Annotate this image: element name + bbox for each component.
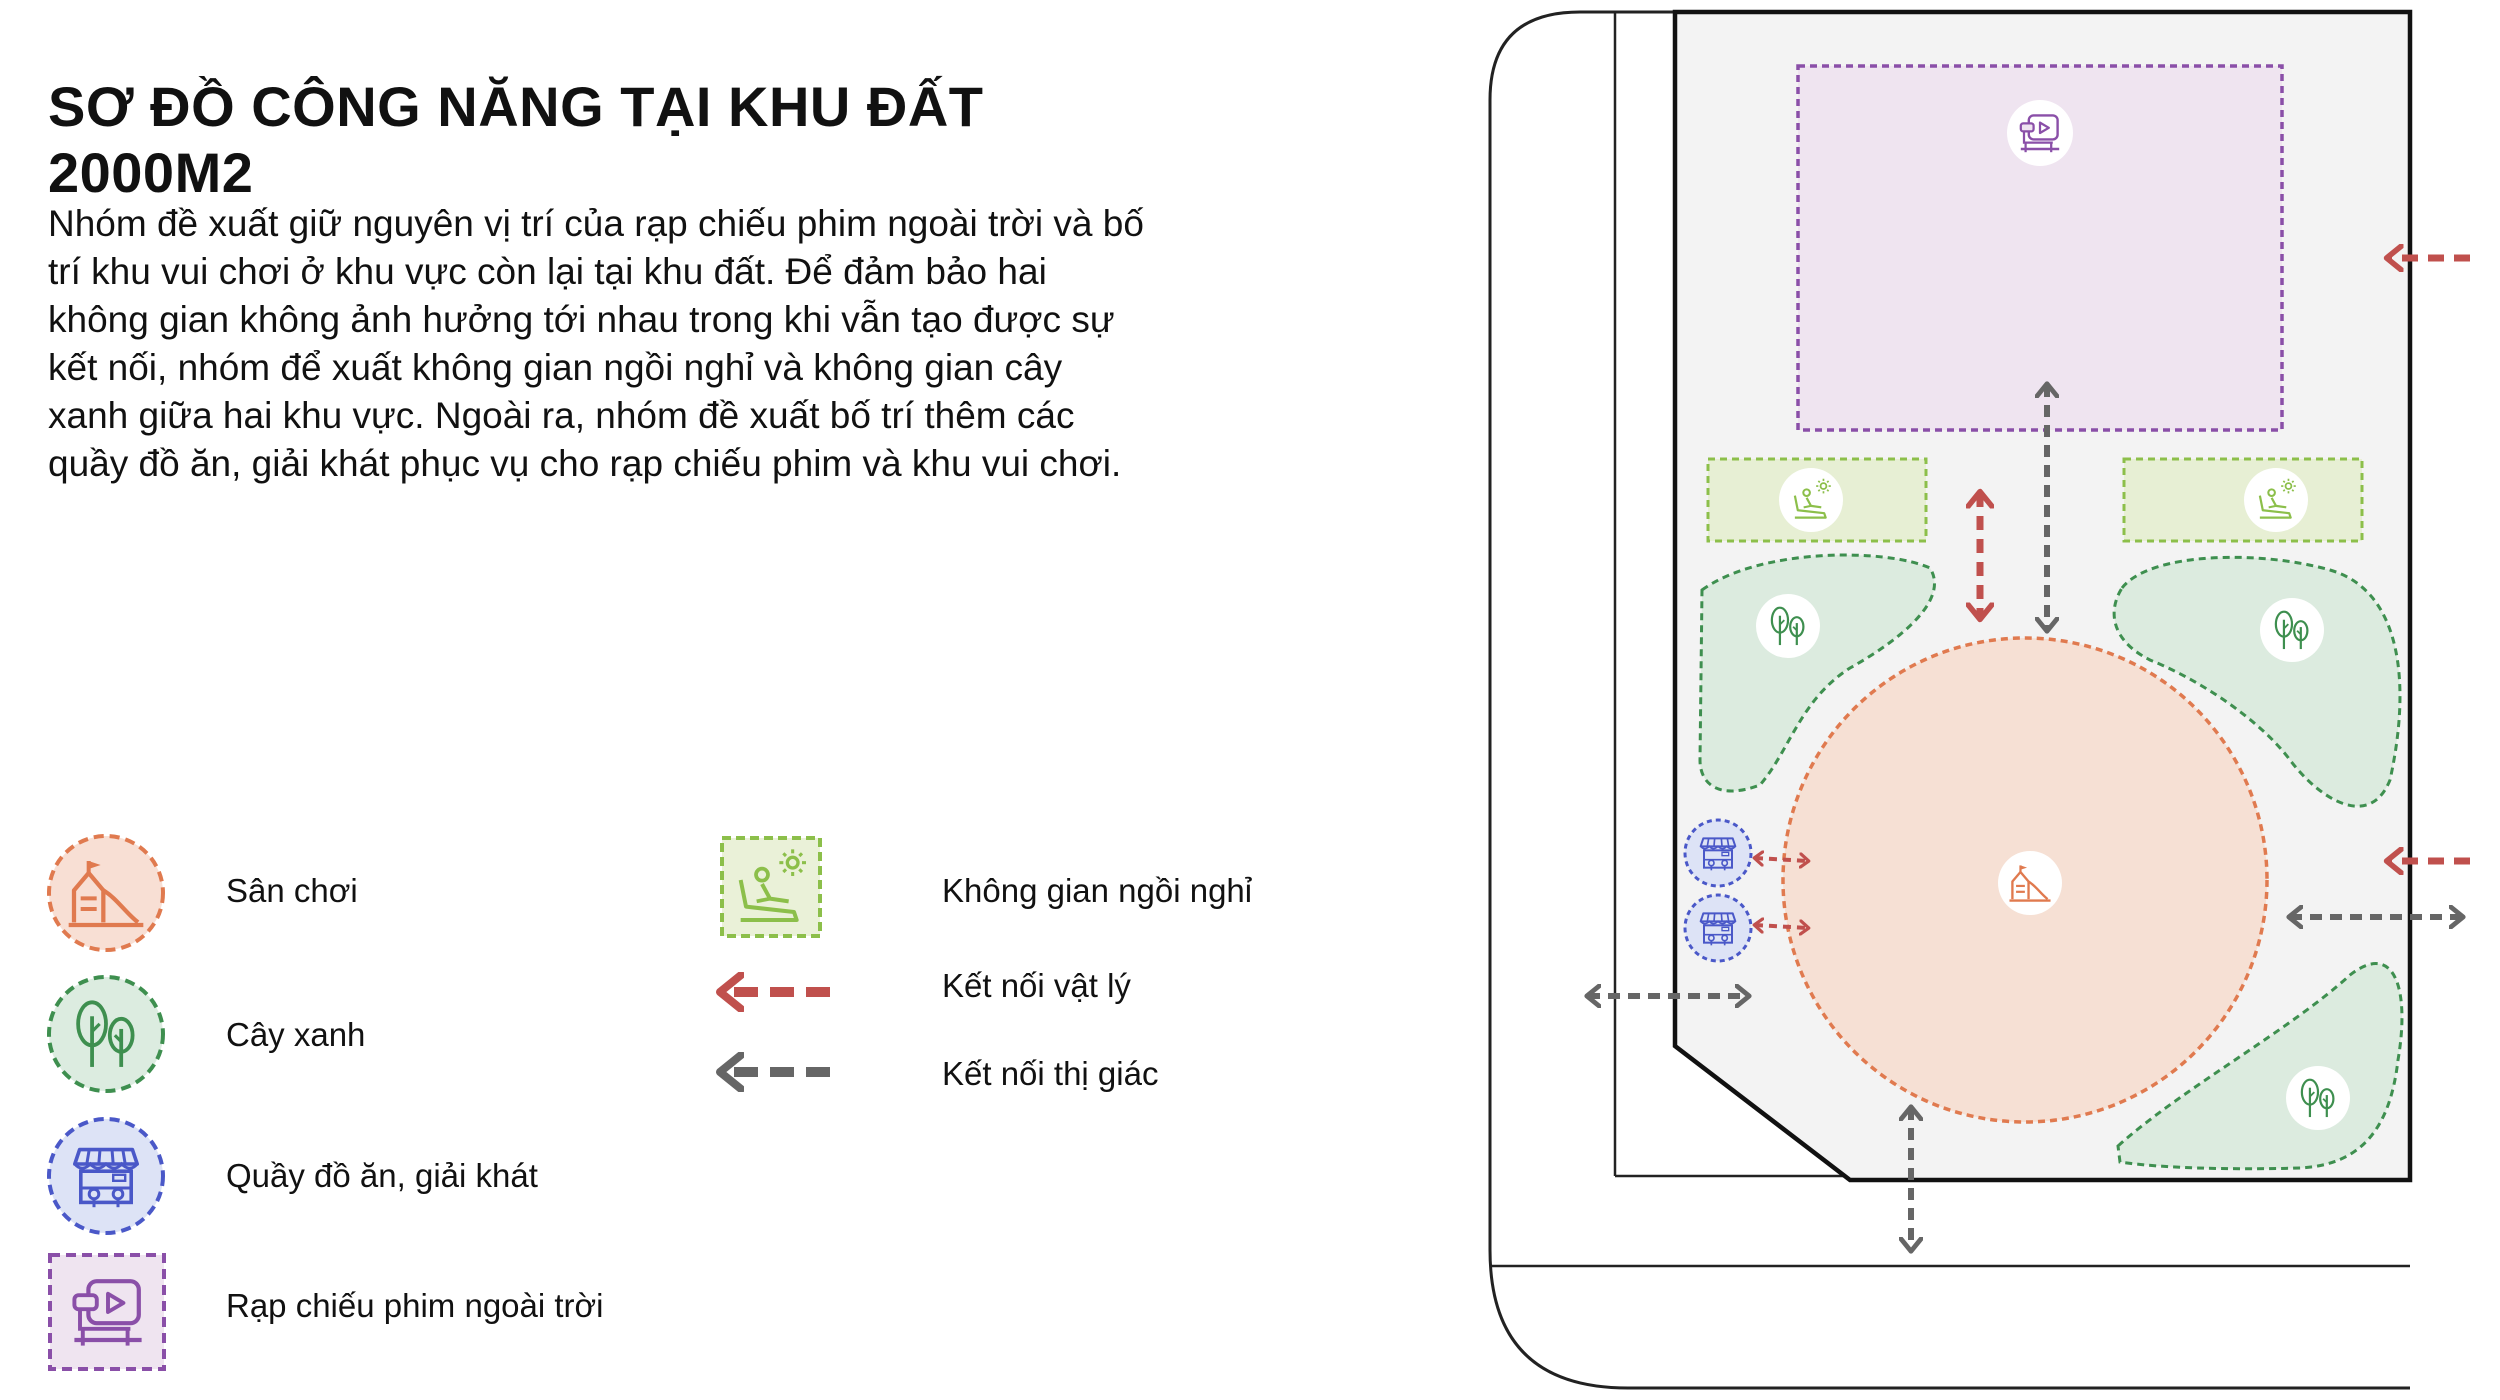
legend-item-cinema — [50, 1255, 164, 1369]
legend-item-rest-area — [722, 838, 820, 936]
legend-item-trees — [49, 977, 163, 1091]
legend-label-trees: Cây xanh — [226, 1016, 366, 1053]
description: Nhóm đề xuất giữ nguyên vị trí của rạp chiếu phim ngoài trời và bố trí khu vui chơi ở khu vực còn lại tại khu đất. Để đảm bảo hai không gian không ảnh hưởng tới nhau trong khi vẫn tạo được sự kết nối, nhóm để xuất không gian ngồi nghỉ và không gian cây xanh giữa hai khu vực. Ngoài ra, nhóm đề xuất bố trí thêm các quầy đồ ăn, giải khát phục vụ cho rạp chiếu phim và khu vui chơi. — [48, 203, 1144, 484]
food-stall-top — [1685, 820, 1751, 886]
legend-label-physical-link: Kết nối vật lý — [942, 967, 1131, 1004]
legend-label-rest-area: Không gian ngồi nghỉ — [942, 872, 1253, 909]
cinema-zone — [1798, 66, 2282, 430]
legend-label-food-stall: Quầy đồ ăn, giải khát — [226, 1157, 538, 1194]
page-title: SƠ ĐỒ CÔNG NĂNG TẠI KHU ĐẤT 2000M2 — [48, 75, 984, 205]
legend-label-visual-link: Kết nối thị giác — [942, 1055, 1159, 1092]
rest-area-left — [1708, 459, 1926, 541]
legend-label-playground: Sân chơi — [226, 872, 358, 909]
rest-area-right — [2124, 459, 2362, 541]
site-plan — [1490, 12, 2470, 1388]
legend-item-playground — [49, 836, 163, 950]
legend-item-food-stall — [49, 1119, 163, 1233]
playground-zone — [1783, 638, 2267, 1122]
food-stall-bottom — [1685, 895, 1751, 961]
legend-label-cinema: Rạp chiếu phim ngoài trời — [226, 1287, 604, 1324]
